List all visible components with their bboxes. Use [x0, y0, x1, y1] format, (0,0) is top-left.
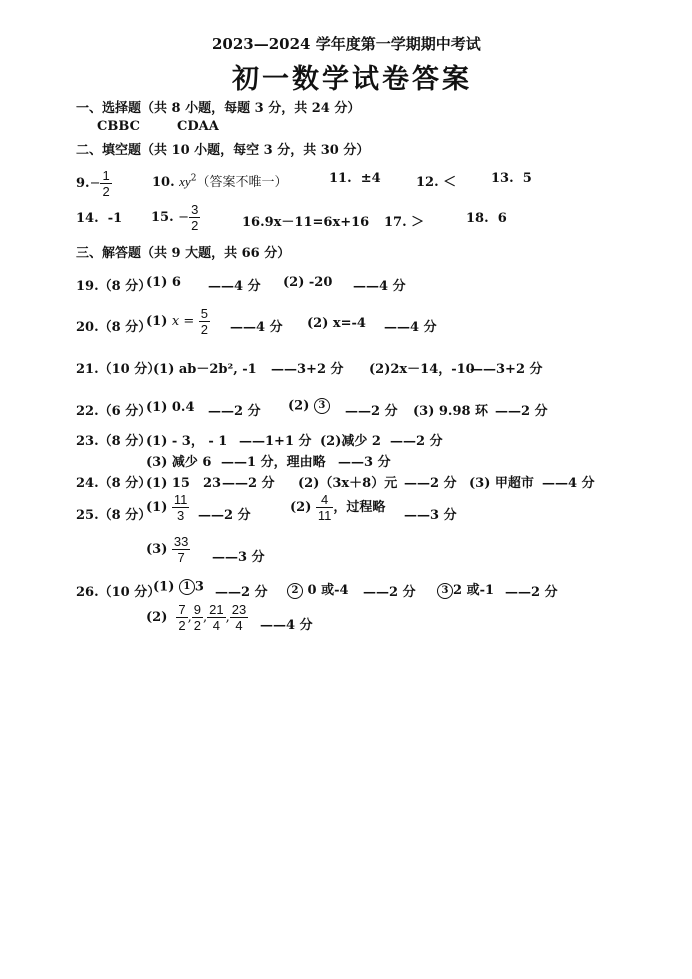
q10-answer: 10. $xy^2$（答案不唯一） [152, 173, 288, 190]
q23-part2: (2)减少 2 [320, 434, 381, 449]
q23-score3: ——1 分，理由略 [221, 455, 326, 470]
q24-part1: (1) 15 23 [146, 476, 222, 491]
q12-answer: 12. ＜ [416, 175, 457, 190]
fraction: $\frac{33}{7}$ [173, 534, 189, 565]
q20-heading: 20.（8 分） [76, 320, 152, 335]
q26-score1: ——2 分 [215, 585, 268, 600]
q20-score1: ——4 分 [230, 320, 283, 335]
q22-part3: (3) 9.98 环 [413, 404, 489, 419]
q14-answer: 14. -1 [76, 211, 123, 226]
q21-score2: ——3+2 分 [470, 362, 543, 377]
q23-score1: ——1+1 分 [239, 434, 312, 449]
q19-score1: ——4 分 [208, 279, 261, 294]
q26-score3: ——2 分 [505, 585, 558, 600]
q23-heading: 23.（8 分） [76, 434, 152, 449]
q21-part2: (2)2x－14，-10 [369, 362, 475, 377]
q25-heading: 25.（8 分） [76, 508, 152, 523]
q26-score2: ——2 分 [363, 585, 416, 600]
q21-part1: (1) ab－2b², -1 [153, 362, 257, 377]
fraction: $\frac{1}{2}$ [102, 168, 110, 199]
q24-part2: (2)（3x＋8）元 [298, 476, 398, 491]
q16-answer: 16.9x－11=6x+16 [242, 215, 370, 230]
q15-answer: 15. − $\frac{3}{2}$ [151, 202, 199, 233]
q20-part1: (1) x = $\frac{5}{2}$ [146, 306, 209, 337]
q25-score3: ——3 分 [212, 550, 265, 565]
fraction: $\frac{5}{2}$ [200, 306, 209, 337]
q23-score4: ——3 分 [338, 455, 391, 470]
q11-answer: 11. ±4 [329, 171, 381, 186]
fraction: $\frac{3}{2}$ [191, 202, 199, 233]
q20-score2: ——4 分 [384, 320, 437, 335]
q24-score1: ——2 分 [222, 476, 275, 491]
q25-score1: ——2 分 [198, 508, 251, 523]
q25-part2: (2) $\frac{4}{11}$ ，过程略 [290, 492, 386, 523]
fraction: $\frac{21}{4}$ [209, 602, 224, 633]
q17-answer: 17. ＞ [384, 215, 425, 230]
q19-heading: 19.（8 分） [76, 279, 152, 294]
q26-part2: (2) $\frac{7}{2}$ , $\frac{9}{2}$ , $\frac{21}{4}$ , $\frac{23}{4}$ [146, 602, 247, 633]
circled-number: 2 [287, 583, 303, 599]
circled-number: 3 [437, 583, 453, 599]
exam-title-line: 2023—2024 学年度第一学期期中考试 [212, 35, 481, 53]
choice-answers-1-4: CBBC [97, 119, 140, 134]
solve-section-heading: 三、解答题（共 9 大题，共 66 分） [76, 246, 291, 261]
fraction: $\frac{23}{4}$ [231, 602, 247, 633]
q13-answer: 13. 5 [491, 171, 532, 186]
circled-number: 3 [314, 398, 330, 414]
q24-heading: 24.（8 分） [76, 476, 152, 491]
q22-part1: (1) 0.4 [146, 400, 195, 415]
q23-part1: (1) - 3， - 1 [146, 434, 228, 449]
q23-part3: (3) 减少 6 [146, 455, 212, 470]
fraction: $\frac{9}{2}$ [193, 602, 202, 633]
q20-part2: (2) x=-4 [307, 316, 366, 331]
q18-answer: 18. 6 [466, 211, 507, 226]
q19-part1: (1) 6 [146, 275, 181, 290]
circled-number: 1 [179, 579, 195, 595]
q25-score2: ——3 分 [404, 508, 457, 523]
q23-score2: ——2 分 [390, 434, 443, 449]
page-title: 初一数学试卷答案 [232, 64, 472, 95]
q26-score4: ——4 分 [260, 618, 313, 633]
q22-part2: (2) 3 [288, 398, 330, 414]
q26-part1-a: (1) 1 3 [153, 579, 204, 595]
q22-heading: 22.（6 分） [76, 404, 152, 419]
q25-part1: (1) $\frac{11}{3}$ [146, 492, 188, 523]
q26-part1-b: 2 0 或-4 [287, 579, 349, 599]
fill-section-heading: 二、填空题（共 10 小题，每空 3 分，共 30 分） [76, 143, 370, 158]
choice-section-heading: 一、选择题（共 8 小题，每题 3 分，共 24 分） [76, 101, 361, 116]
q22-score1: ——2 分 [208, 404, 261, 419]
q24-score2: ——2 分 [404, 476, 457, 491]
q21-heading: 21.（10 分） [76, 362, 161, 377]
q26-part1-c: 3 2 或-1 [437, 579, 494, 599]
q22-score3: ——2 分 [495, 404, 548, 419]
fraction: $\frac{7}{2}$ [178, 602, 186, 633]
choice-answers-5-8: CDAA [177, 119, 219, 134]
q24-part3: (3) 甲超市 [469, 476, 534, 491]
q24-score3: ——4 分 [542, 476, 595, 491]
q22-score2: ——2 分 [345, 404, 398, 419]
fraction: $\frac{11}{3}$ [173, 492, 188, 523]
q9-answer: 9.− $\frac{1}{2}$ [76, 168, 110, 199]
q19-part2: (2) -20 [283, 275, 333, 290]
fraction: $\frac{4}{11}$ [317, 492, 332, 523]
q26-heading: 26.（10 分） [76, 585, 161, 600]
q25-part3: (3) $\frac{33}{7}$ [146, 534, 189, 565]
q21-score1: ——3+2 分 [271, 362, 344, 377]
q19-score2: ——4 分 [353, 279, 406, 294]
